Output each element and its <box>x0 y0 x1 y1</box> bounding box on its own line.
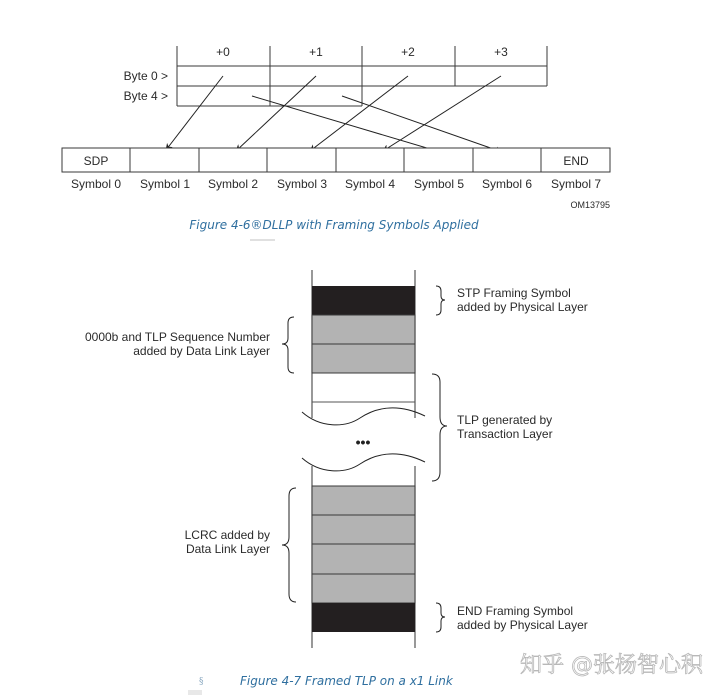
col-header-0: +0 <box>216 45 230 59</box>
seq-brace-icon <box>282 317 294 373</box>
end-annotation-line2: added by Physical Layer <box>457 618 588 632</box>
byte-table <box>177 46 547 106</box>
symbol-label-7: Symbol 7 <box>550 177 602 191</box>
lcrc-brace-icon <box>282 488 296 602</box>
figure-id: OM13795 <box>570 200 610 210</box>
symbol-label-4: Symbol 4 <box>344 177 396 191</box>
lcrc-annotation-line1: LCRC added by <box>184 528 270 542</box>
row-label-byte0: Byte 0 > <box>123 69 168 83</box>
section-mark-icon: § <box>199 677 204 687</box>
symbol-label-6: Symbol 6 <box>481 177 533 191</box>
symbol-label-3: Symbol 3 <box>276 177 328 191</box>
caption-underline-mark <box>188 690 202 695</box>
lcrc-block-3 <box>312 544 415 574</box>
figure-4-6 <box>62 45 610 240</box>
symbol-label-2: Symbol 2 <box>207 177 259 191</box>
stp-brace-icon <box>436 286 445 315</box>
mapping-arrows <box>166 76 502 154</box>
seq-block-1 <box>312 315 415 344</box>
lcrc-block-1 <box>312 486 415 515</box>
figure-4-7 <box>85 270 588 695</box>
stp-annotation-line2: added by Physical Layer <box>457 300 588 314</box>
end-brace-icon <box>436 603 445 632</box>
seq-annotation-line2: added by Data Link Layer <box>133 344 270 358</box>
lcrc-block-4 <box>312 574 415 603</box>
tlp-annotation-line2: Transaction Layer <box>457 427 553 441</box>
figure-4-7-caption: Figure 4-7 Framed TLP on a x1 Link <box>240 674 453 688</box>
lcrc-annotation-line2: Data Link Layer <box>185 542 270 556</box>
symbol-label-1: Symbol 1 <box>139 177 191 191</box>
row-label-byte4: Byte 4 > <box>123 89 168 103</box>
lcrc-block-2 <box>312 515 415 544</box>
symbol-label-0: Symbol 0 <box>70 177 122 191</box>
tlp-annotation-line1: TLP generated by <box>457 413 553 427</box>
figure-4-6-caption: Figure 4-6®DLLP with Framing Symbols Applied <box>189 218 479 232</box>
watermark: 知乎 @张杨智心积 <box>520 653 703 678</box>
col-header-3: +3 <box>494 45 508 59</box>
seq-block-2 <box>312 344 415 373</box>
stp-annotation-line1: STP Framing Symbol <box>457 286 571 300</box>
seq-annotation-line1: 0000b and TLP Sequence Number <box>84 330 270 344</box>
symbol-row <box>62 148 610 172</box>
stp-framing-block <box>312 286 415 315</box>
symbol-cell-7: END <box>563 154 589 168</box>
end-framing-block <box>312 603 415 632</box>
col-header-1: +1 <box>309 45 323 59</box>
col-header-2: +2 <box>401 45 415 59</box>
symbol-label-5: Symbol 5 <box>413 177 465 191</box>
end-annotation-line1: END Framing Symbol <box>457 604 574 618</box>
symbol-cell-0: SDP <box>83 154 109 168</box>
tlp-brace-icon <box>432 374 447 481</box>
ellipsis: ••• <box>355 434 371 450</box>
